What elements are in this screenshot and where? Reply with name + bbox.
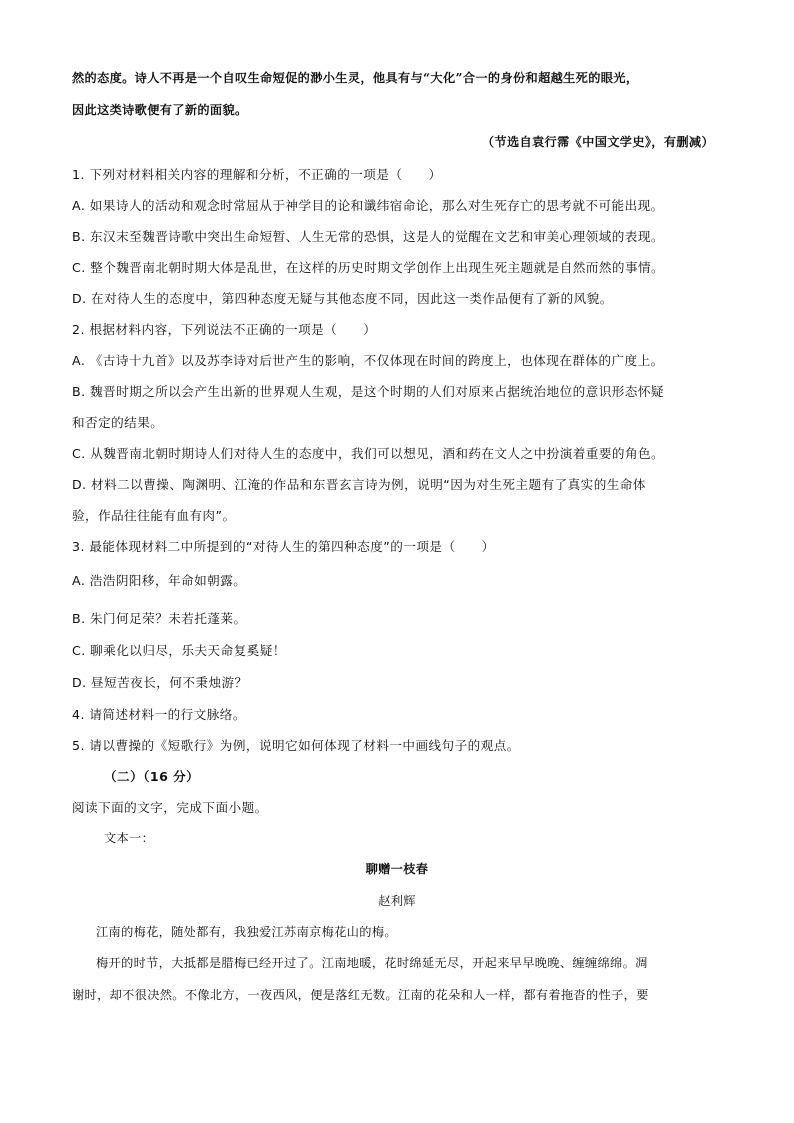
question-2-stem: 2. 根据材料内容，下列说法不正确的一项是（ ） (72, 322, 377, 337)
question-2-option-d-line-1: D. 材料二以曹操、陶渊明、江淹的作品和东晋玄言诗为例，说明“因为对生死主题有了真实的生命体 (72, 477, 646, 492)
question-3-stem: 3. 最能体现材料二中所提到的“对待人生的第四种态度”的一项是（ ） (72, 539, 495, 554)
question-2-option-a: A. 《古诗十九首》以及苏李诗对后世产生的影响，不仅体现在时间的跨度上，也体现在群体的广度上。 (72, 353, 664, 368)
question-5: 5. 请以曹操的《短歌行》为例，说明它如何体现了材料一中画线句子的观点。 (72, 738, 520, 753)
text-label: 文本一： (104, 831, 155, 845)
intro-line-1: 然的态度。诗人不再是一个自叹生命短促的渺小生灵，他具有与“大化”合一的身份和超越生死的眼光， (72, 71, 639, 85)
question-1-option-c: C. 整个魏晋南北朝时期大体是乱世，在这样的历史时期文学创作上出现生死主题就是自然而然的事情。 (72, 260, 665, 275)
question-1-option-d: D. 在对待人生的态度中，第四种态度无疑与其他态度不同，因此这一类作品便有了新的风貌。 (72, 291, 613, 306)
article-paragraph-1: 江南的梅花，随处都有，我独爱江苏南京梅花山的梅。 (96, 925, 397, 939)
question-1-option-a: A. 如果诗人的活动和观念时常屈从于神学目的论和谶纬宿命论，那么对生死存亡的思考就不可能出现。 (72, 198, 664, 213)
section-instruction: 阅读下面的文字，完成下面小题。 (72, 800, 268, 815)
question-1-stem: 1. 下列对材料相关内容的理解和分析，不正确的一项是（ ） (72, 167, 442, 182)
article-paragraph-2-line-2: 谢时，却不很决然。不像北方，一夜西风，便是落红无数。江南的花朵和人一样，都有着拖沓的性子，要 (72, 988, 649, 1002)
question-4: 4. 请简述材料一的行文脉络。 (72, 707, 246, 722)
article-title: 聊赠一枝春 (365, 862, 429, 876)
question-2-option-b-line-1: B. 魏晋时期之所以会产生出新的世界观人生观，是这个时期的人们对原来占据统治地位的意识形态怀疑 (72, 384, 664, 399)
question-2-option-d-line-2: 验，作品往往能有血有肉”。 (72, 508, 236, 523)
source-citation: （节选自袁行霈《中国文学史》，有删减） (481, 135, 714, 149)
question-3-option-d: D. 昼短苦夜长，何不秉烛游？ (72, 675, 248, 690)
intro-line-2: 因此这类诗歌便有了新的面貌。 (72, 103, 248, 117)
question-2-option-b-line-2: 和否定的结果。 (72, 415, 164, 430)
question-1-option-b: B. 东汉末至魏晋诗歌中突出生命短暂、人生无常的恐惧，这是人的觉醒在文艺和审美心理领域的表现。 (72, 229, 664, 244)
question-3-option-b: B. 朱门何足荣？未若托蓬莱。 (72, 611, 247, 626)
question-2-option-c: C. 从魏晋南北朝时期诗人们对待人生的态度中，我们可以想见，酒和药在文人之中扮演着重要的角色。 (72, 446, 665, 461)
article-author: 赵利辉 (378, 894, 416, 908)
section-heading: （二）（16 分） (104, 769, 200, 784)
article-paragraph-2-line-1: 梅开的时节，大抵都是腊梅已经开过了。江南地暖，花时绵延无尽，开起来早早晚晚、缠缠绵绵。凋 (96, 956, 648, 970)
question-3-option-c: C. 聊乘化以归尽，乐夫天命复奚疑！ (72, 643, 286, 658)
question-3-option-a: A. 浩浩阴阳移，年命如朝露。 (72, 573, 247, 588)
